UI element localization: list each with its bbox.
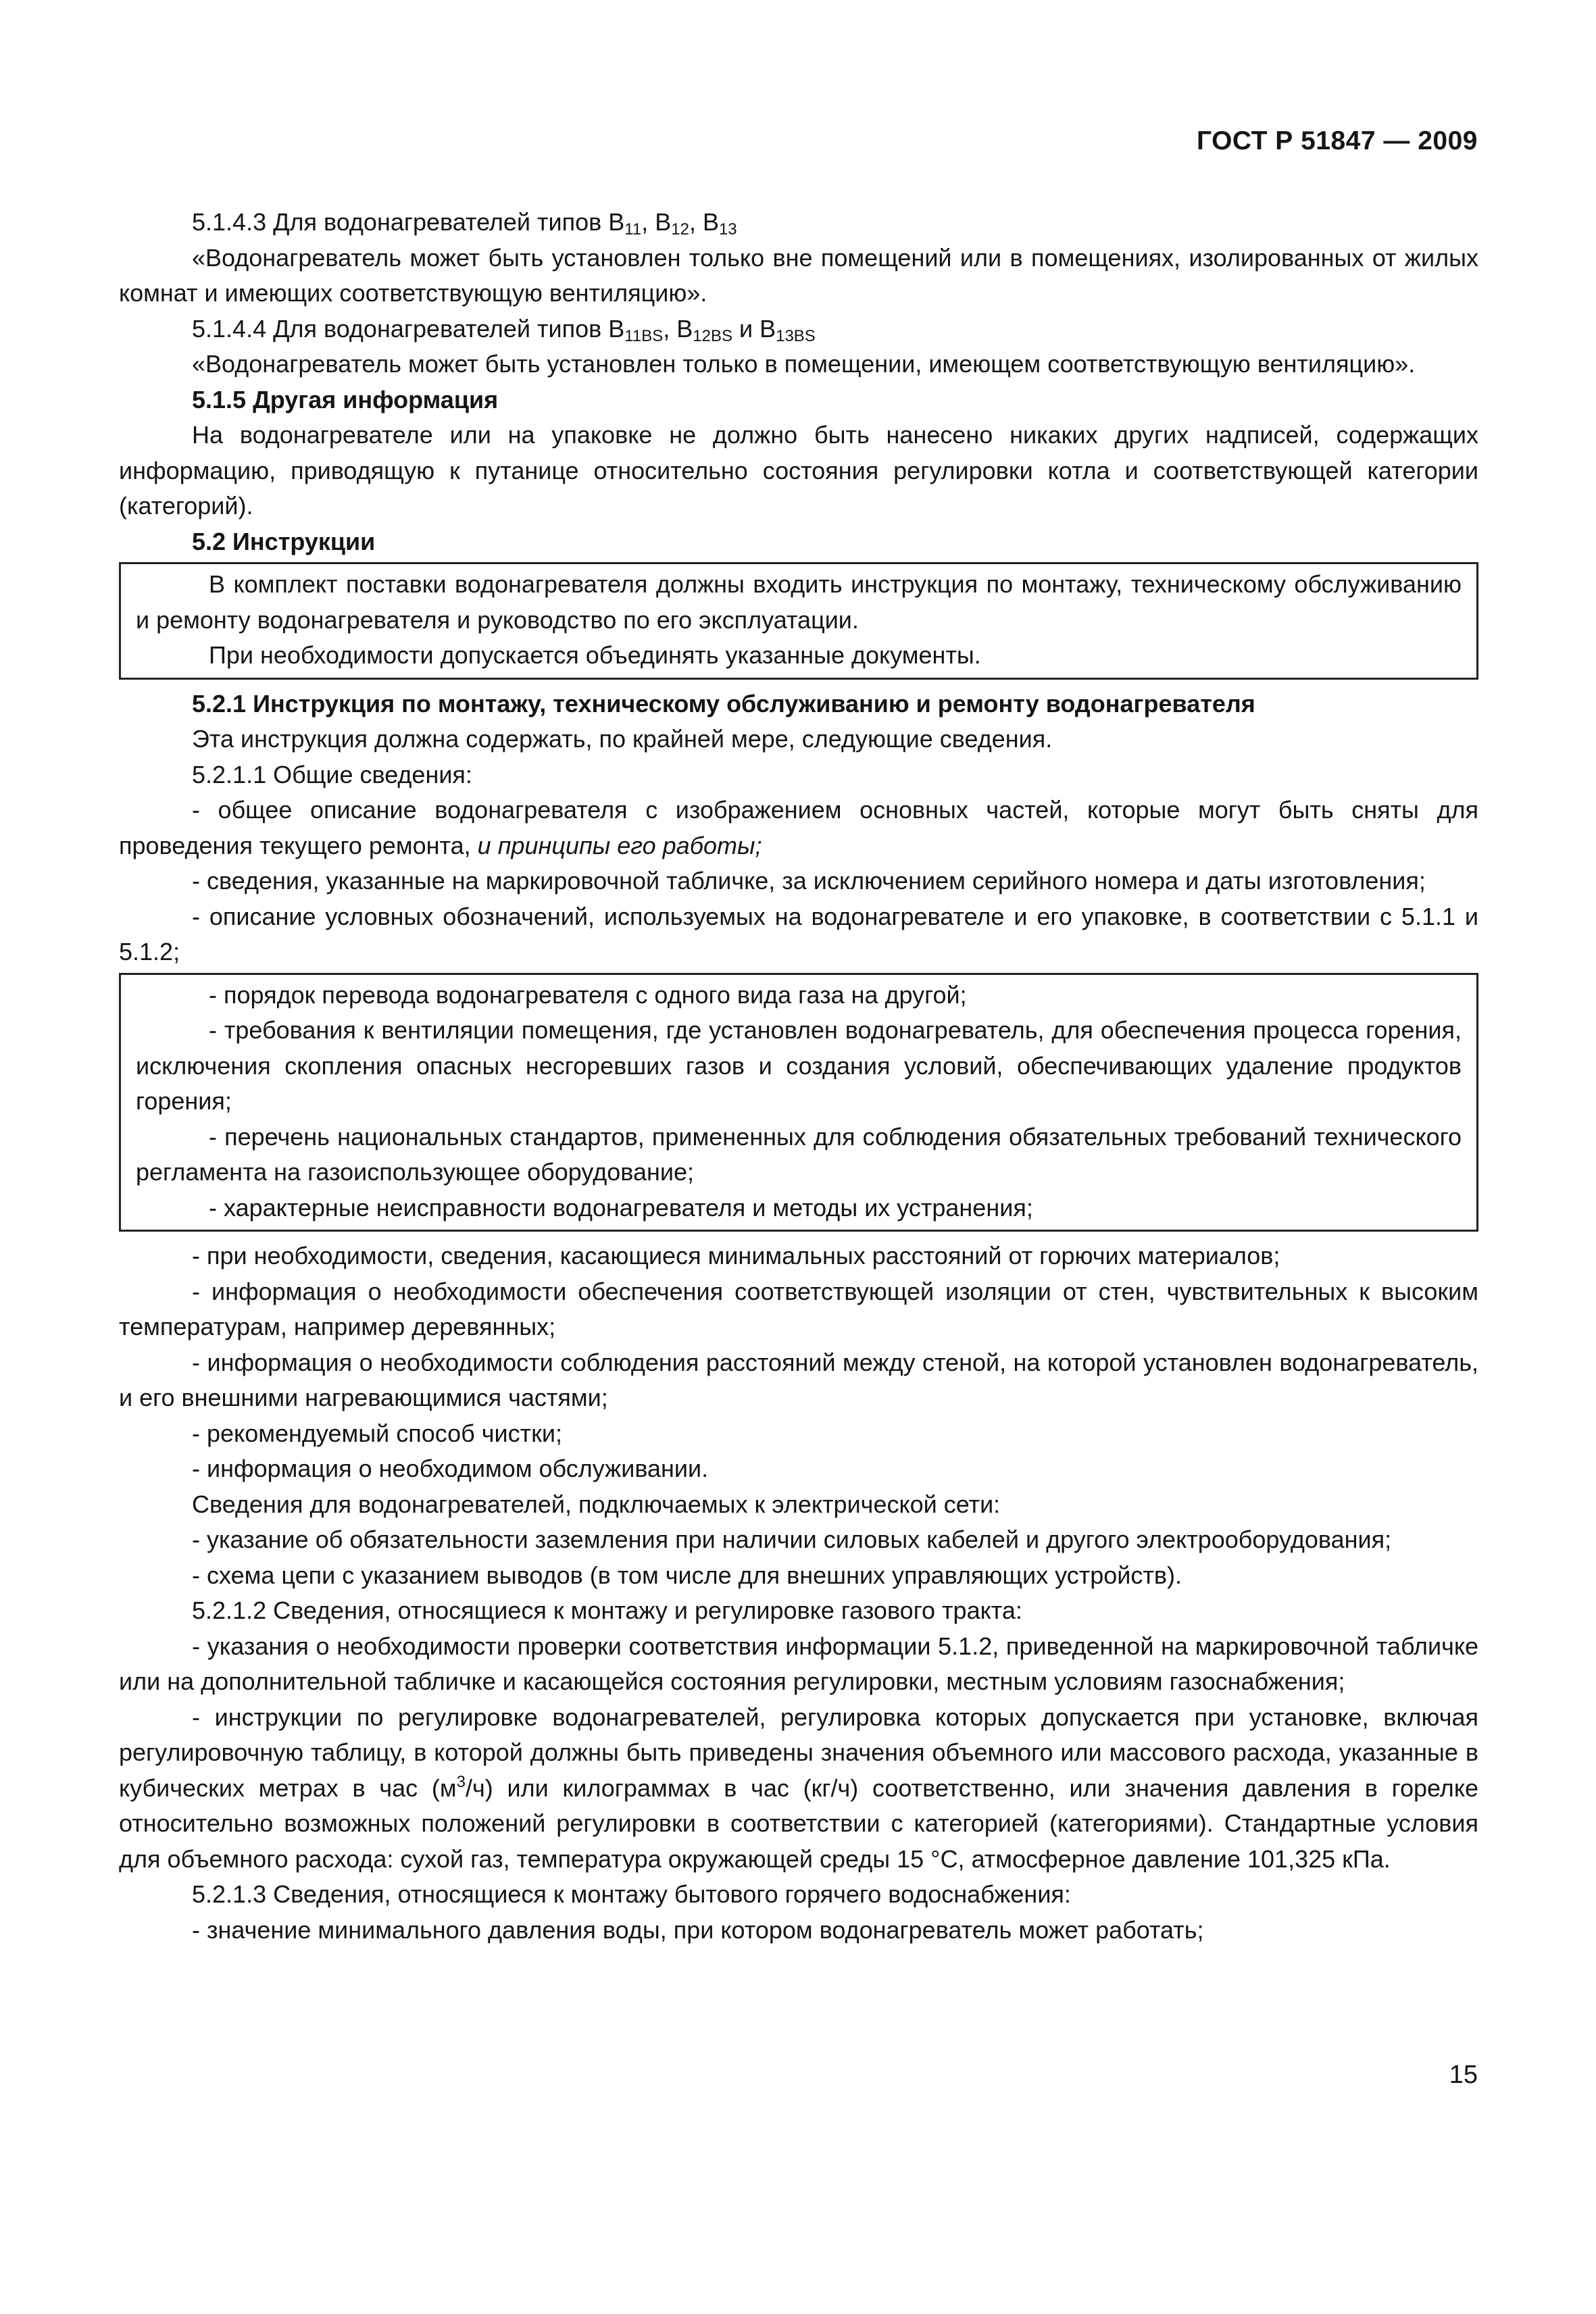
type-subscript: 11BS	[624, 326, 664, 345]
type-subscript: 13	[718, 220, 737, 238]
framed-block-requirements	[119, 973, 1478, 1232]
clause-5-2-1-intro: Эта инструкция должна содержать, по крайней мере, следующие сведения.	[192, 725, 1053, 753]
clause-5-2-1-3-heading: 5.2.1.3 Сведения, относящиеся к монтажу бытового горячего водоснабжения:	[192, 1880, 1071, 1908]
item-text: - инструкции по регулировке водонагревателей, регулировка которых допускается при установке, включая регулировочную таблицу, в которой должны быть приведены значения объемного или массового расхода, указанные в кубических метрах в час (м	[119, 1703, 1478, 1802]
clause-prefix: 5.1.4.3 Для водонагревателей типов B	[192, 208, 625, 236]
list-item	[119, 793, 1478, 863]
clause-prefix: 5.1.4.4 Для водонагревателей типов B	[192, 314, 625, 343]
type-separator: и B	[732, 314, 776, 343]
clause-5-1-4-3-text: «Водонагреватель может быть установлен только вне помещений или в помещениях, изолированных от жилых комнат и имеющих соответствующую вентиляцию».	[119, 243, 1478, 307]
type-subscript: 12BS	[693, 326, 732, 345]
clause-5-1-5-heading: 5.1.5 Другая информация	[192, 385, 499, 413]
type-separator: , B	[641, 208, 672, 236]
clause-5-2-1-1-heading: 5.2.1.1 Общие сведения:	[192, 760, 472, 788]
list-item: - схема цепи с указанием выводов (в том числе для внешних управляющих устройств).	[192, 1561, 1182, 1589]
list-item: - информация о необходимости соблюдения расстояний между стеной, на которой установлен водонагреватель, и его внешними нагревающимися частями;	[119, 1348, 1478, 1411]
list-item: - значение минимального давления воды, при котором водонагреватель может работать;	[192, 1915, 1204, 1944]
framed-block-instructions	[119, 562, 1478, 680]
type-subscript: 13BS	[776, 326, 816, 345]
clause-5-1-4-4-heading	[119, 311, 1478, 347]
clause-5-2-1-2-heading: 5.2.1.2 Сведения, относящиеся к монтажу и регулировке газового тракта:	[192, 1596, 1022, 1624]
clause-5-1-4-4-text: «Водонагреватель может быть установлен только в помещении, имеющем соответствующую вентиляцию».	[192, 350, 1416, 378]
electrical-intro: Сведения для водонагревателей, подключаемых к электрической сети:	[192, 1490, 1001, 1518]
framed-paragraph: В комплект поставки водонагревателя должны входить инструкция по монтажу, техническому обслуживанию и ремонту водонагревателя и руководство по его эксплуатации.	[136, 570, 1462, 634]
framed-list-item: - перечень национальных стандартов, примененных для соблюдения обязательных требований технического регламента на газоиспользующее оборудование;	[136, 1122, 1462, 1186]
type-separator: , B	[689, 208, 719, 236]
list-item: - рекомендуемый способ чистки;	[192, 1419, 562, 1447]
clause-5-2-1-heading: 5.2.1 Инструкция по монтажу, техническому обслуживанию и ремонту водонагревателя	[192, 689, 1255, 718]
framed-list-item: - порядок перевода водонагревателя с одного вида газа на другой;	[209, 980, 967, 1009]
item-text: /ч) или килограммах в час (кг/ч) соответственно, или значения давления в горелке относительно возможных положений регулировки в соответствии с категорией (категориями). Стандартные условия для объемного расхода: сухой газ, температура окружающей среды 15 °С, атмосферное давление 101,325 кПа.	[119, 1774, 1478, 1873]
list-item: - указание об обязательности заземления при наличии силовых кабелей и другого электрооборудования;	[192, 1526, 1392, 1553]
list-item	[119, 1700, 1478, 1878]
list-item: - информация о необходимости обеспечения соответствующей изоляции от стен, чувствительных к высоким температурам, например деревянных;	[119, 1277, 1478, 1340]
list-item: - описание условных обозначений, используемых на водонагревателе и его упаковке, в соответствии с 5.1.1 и 5.1.2;	[119, 902, 1478, 965]
type-subscript: 12	[671, 220, 689, 238]
unit-superscript: 3	[456, 1772, 466, 1791]
page-number: 15	[1449, 2061, 1478, 2089]
list-item: - указания о необходимости проверки соответствия информации 5.1.2, приведенной на маркировочной табличке или на дополнительной табличке и касающейся состояния регулировки, местным условиям газоснабжения;	[119, 1632, 1478, 1695]
item-text: - общее описание водонагревателя с изображением основных частей, которые могут быть сняты для проведения текущего ремонта,	[119, 796, 1478, 859]
framed-paragraph: При необходимости допускается объединять указанные документы.	[209, 641, 981, 669]
framed-list-item: - требования к вентиляции помещения, где установлен водонагреватель, для обеспечения процесса горения, исключения скопления опасных несгоревших газов и создания условий, обеспечивающих удаление продуктов горения;	[136, 1016, 1462, 1115]
page-content	[119, 205, 1478, 1948]
standard-header: ГОСТ Р 51847 — 2009	[1196, 126, 1478, 155]
framed-list-item: - характерные неисправности водонагревателя и методы их устранения;	[209, 1193, 1033, 1222]
type-separator: , B	[663, 314, 693, 343]
clause-5-1-5-text: На водонагревателе или на упаковке не должно быть нанесено никаких других надписей, содержащих информацию, приводящую к путанице относительно состояния регулировки котла и соответствующей категории (категорий).	[119, 421, 1478, 520]
clause-5-2-heading: 5.2 Инструкции	[192, 527, 376, 555]
list-item: - сведения, указанные на маркировочной табличке, за исключением серийного номера и даты изготовления;	[192, 867, 1426, 895]
type-subscript: 11	[624, 220, 642, 238]
list-item: - при необходимости, сведения, касающиеся минимальных расстояний от горючих материалов;	[192, 1242, 1280, 1269]
item-italic-text: и принципы его работы;	[477, 831, 762, 859]
clause-5-1-4-3-heading	[119, 205, 1478, 241]
list-item: - информация о необходимом обслуживании.	[192, 1455, 709, 1482]
